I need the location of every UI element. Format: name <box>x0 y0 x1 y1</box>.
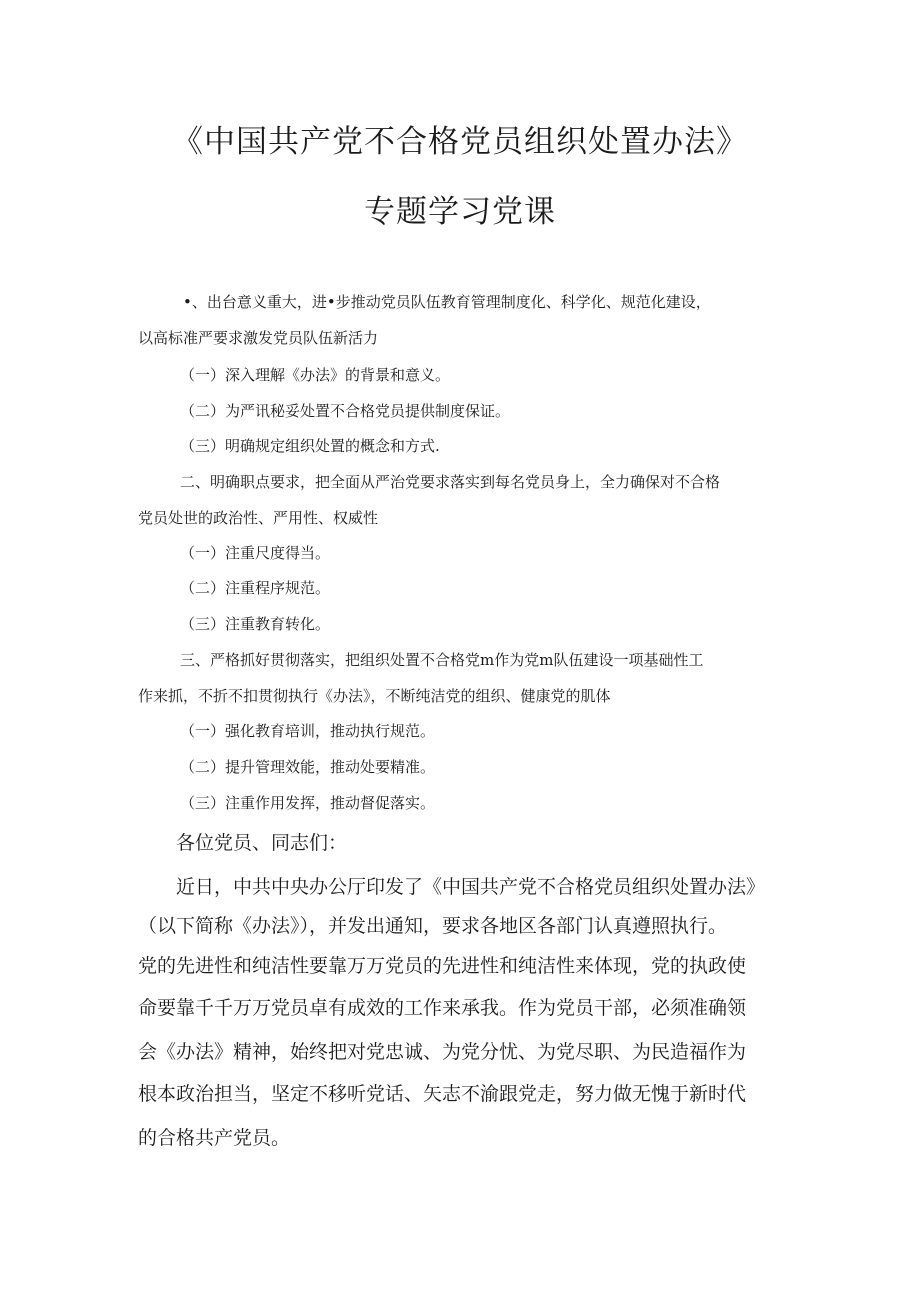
document-subtitle: 专题学习党课 <box>364 194 556 230</box>
outline-item: （二）为严讯秘妥处置不合格党员提供制度保证。 <box>180 402 511 420</box>
outline-item: （三）注重教育转化。 <box>180 615 331 633</box>
outline-section-3-heading-cont: 作来抓，不折不扣贯彻执行《办法》，不断纯洁党的组织、健康党的肌体 <box>138 687 611 705</box>
outline-section-1-heading-cont: 以高标准严要求激发党员队伍新活力 <box>138 329 379 347</box>
greeting: 各位党员、同志们： <box>176 832 348 854</box>
document-title: 《中国共产党不合格党员组织处置办法》 <box>172 124 748 160</box>
outline-item: （二）注重程序规范。 <box>180 579 331 597</box>
body-paragraph-line: 党的先进性和纯洁性要靠万万党员的先进性和纯洁性来体现，党的执政使 <box>138 955 747 977</box>
outline-item: （一）注重尺度得当。 <box>180 544 331 562</box>
body-paragraph-line: 命要靠千千万万党员卓有成效的工作来承我。作为党员干部，必须准确领 <box>138 997 747 1019</box>
outline-section-1-heading: •、出台意义重大，进•步推动党员队伍教育管理制度化、科学化、规范化建设， <box>183 293 711 311</box>
outline-item: （一）强化教育培训，推动执行规范。 <box>180 722 436 740</box>
outline-section-3-heading: 三、严格抓好贯彻落实，把组织处置不合格党m作为党m队伍建设一项基础性工 <box>180 651 704 669</box>
outline-section-2-heading-cont: 党员处世的政治性、严用性、权威性 <box>138 509 379 527</box>
body-paragraph-line: 近日，中共中央办公厅印发了《中国共产党不合格党员组织处置办法》 <box>176 876 766 898</box>
outline-section-2-heading: 二、明确职点要求，把全面从严治党要求落实到每名党员身上，全力确保对不合格 <box>180 473 721 491</box>
body-paragraph-line: 会《办法》精神，始终把对党忠诚、为党分忧、为党尽职、为民造福作为 <box>138 1041 747 1063</box>
outline-item: （三）注重作用发挥，推动督促落实。 <box>180 794 436 812</box>
body-paragraph-line: （以下简称《办法》），并发出通知，要求各地区各部门认真遵照执行。 <box>138 915 728 937</box>
outline-item: （二）提升管理效能，推动处要精准。 <box>180 758 436 776</box>
outline-item: （一）深入理解《办法》的背景和意义。 <box>180 366 451 384</box>
body-paragraph-line: 根本政治担当，坚定不移听党话、矢志不渝跟党走，努力做无愧于新时代 <box>138 1083 747 1105</box>
body-paragraph-line: 的合格共产党员。 <box>138 1127 291 1149</box>
outline-item: （三）明确规定组织处置的概念和方式. <box>180 437 440 455</box>
